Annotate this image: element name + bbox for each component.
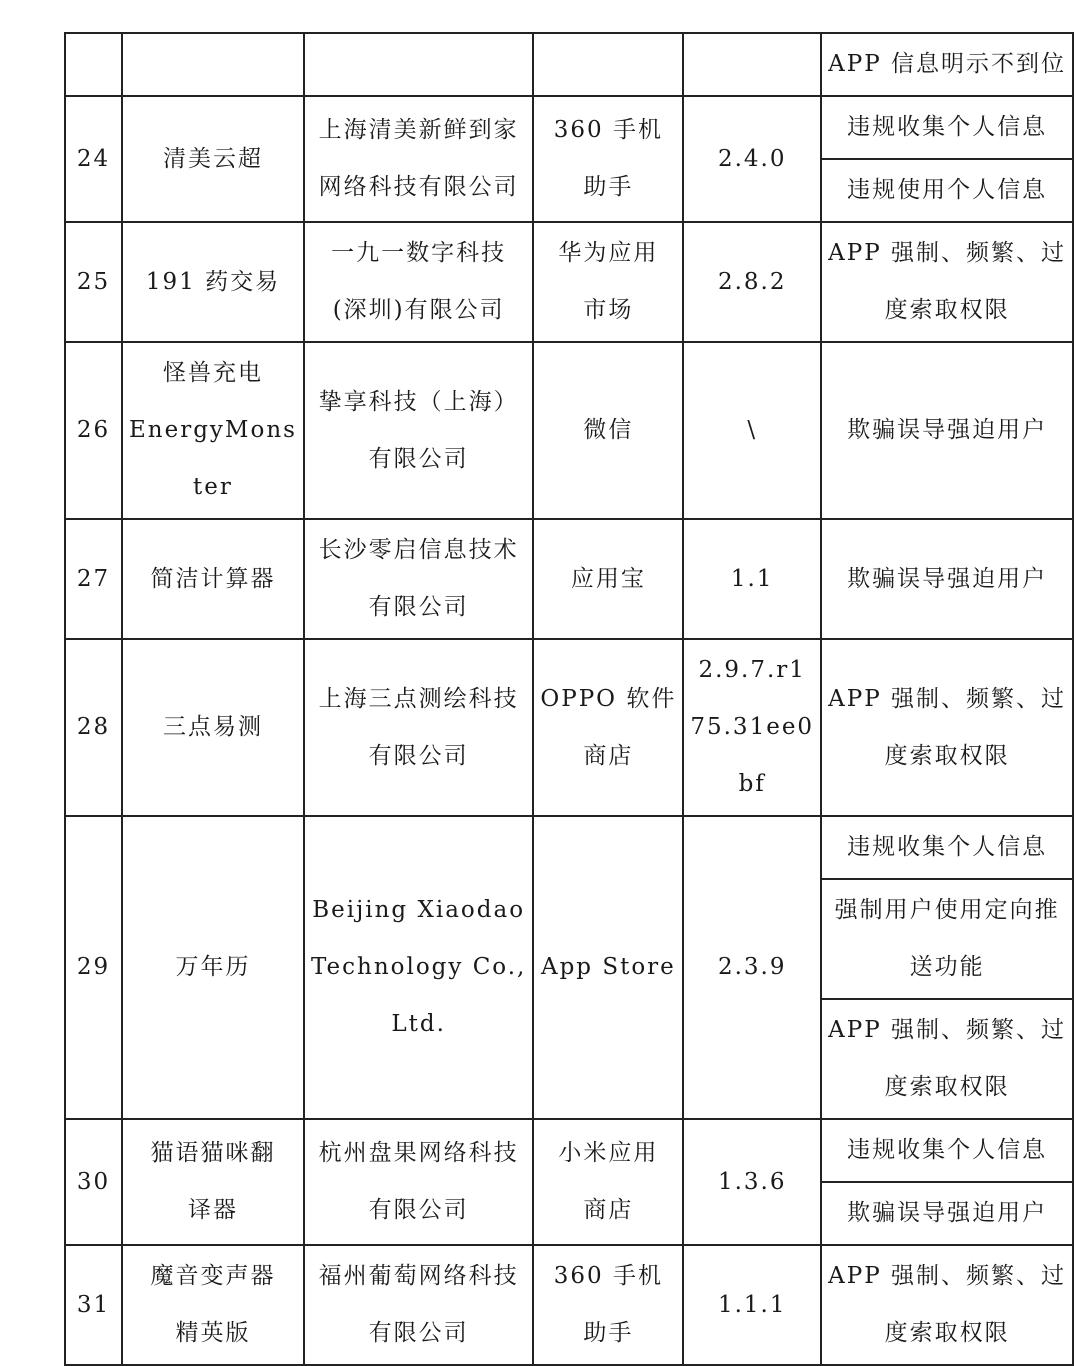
app-name-line: 清美云超: [162, 145, 263, 172]
issue-line: 欺骗误导强迫用户: [847, 417, 1048, 443]
table-row: [65, 639, 1073, 816]
version-line: 2.4.0: [717, 145, 787, 172]
row-number-cell: 30: [65, 1119, 122, 1245]
table-row: [65, 1119, 1073, 1182]
row-number-cell: 26: [65, 342, 122, 519]
table-body: [65, 33, 1073, 1365]
issue-line: APP 强制、频繁、过: [828, 685, 1066, 712]
version-cell: [683, 816, 821, 1119]
version-line: 1.3.6: [717, 1168, 787, 1195]
company-line: 网络科技有限公司: [318, 174, 519, 200]
company-cell: [304, 33, 533, 96]
company-line: 杭州盘果网络科技: [318, 1140, 519, 1166]
issue-line: 度索取权限: [884, 1074, 1010, 1100]
app-name-cell: [122, 1119, 304, 1245]
app-name-line: 魔音变声器: [150, 1263, 276, 1289]
company-line: 有限公司: [368, 1197, 469, 1223]
app-name-line: 万年历: [175, 954, 251, 980]
store-cell: [533, 342, 683, 519]
app-name-cell: [122, 1245, 304, 1365]
company-line: 有限公司: [368, 1320, 469, 1346]
app-name-cell: [122, 519, 304, 639]
issue-line: 强制用户使用定向推: [834, 897, 1060, 923]
store-line: 360 手机: [553, 117, 663, 143]
company-line: Ltd.: [391, 1011, 446, 1037]
company-line: (深圳)有限公司: [332, 297, 505, 323]
issue-line: 欺骗误导强迫用户: [847, 1200, 1048, 1226]
version-line: 2.8.2: [717, 268, 787, 295]
company-line: 有限公司: [368, 594, 469, 620]
issue-line: APP 强制、频繁、过: [828, 1263, 1066, 1289]
company-cell: [304, 816, 533, 1119]
store-cell: [533, 222, 683, 342]
row-number-cell: 27: [65, 519, 122, 639]
issue-cell: [821, 159, 1073, 222]
store-line: OPPO 软件: [540, 685, 677, 712]
app-name-cell: [122, 33, 304, 96]
table-row: [65, 33, 1073, 96]
company-cell: [304, 222, 533, 342]
app-name-line: 精英版: [175, 1320, 251, 1346]
issue-cell: [821, 639, 1073, 816]
version-cell: [683, 1245, 821, 1365]
issue-cell: [821, 33, 1073, 96]
company-line: 有限公司: [368, 742, 469, 769]
table-row: [65, 1245, 1073, 1365]
issue-cell: [821, 879, 1073, 999]
app-violation-table: [64, 32, 1074, 1366]
store-line: 助手: [583, 174, 634, 200]
store-line: 360 手机: [553, 1263, 663, 1289]
company-cell: [304, 639, 533, 816]
store-line: 市场: [583, 297, 634, 323]
row-number-cell: 28: [65, 639, 122, 816]
issue-cell: [821, 1182, 1073, 1245]
issue-cell: [821, 342, 1073, 519]
store-line: 商店: [583, 742, 634, 769]
version-cell: [683, 1119, 821, 1245]
company-line: 挚享科技（上海）: [318, 388, 519, 415]
row-number-cell: 25: [65, 222, 122, 342]
store-line: 商店: [583, 1197, 634, 1223]
issue-cell: [821, 816, 1073, 879]
store-cell: [533, 519, 683, 639]
row-number-cell: 29: [65, 816, 122, 1119]
company-line: 一九一数字科技: [331, 240, 507, 266]
issue-cell: [821, 519, 1073, 639]
store-line: 微信: [583, 417, 634, 443]
table-row: [65, 96, 1073, 159]
version-line: 1.1.1: [717, 1291, 787, 1318]
app-name-line: EnergyMons: [129, 417, 297, 443]
app-name-line: 三点易测: [162, 714, 263, 740]
table-row: [65, 519, 1073, 639]
issue-cell: [821, 222, 1073, 342]
company-line: Beijing Xiaodao: [312, 897, 526, 923]
table-row: [65, 342, 1073, 519]
version-cell: [683, 33, 821, 96]
app-name-line: 译器: [187, 1197, 238, 1223]
store-cell: [533, 816, 683, 1119]
version-line: 2.3.9: [717, 954, 787, 980]
company-line: 有限公司: [368, 445, 469, 472]
version-cell: [683, 96, 821, 222]
issue-line: 送功能: [909, 954, 985, 980]
row-number-cell: 24: [65, 96, 122, 222]
issue-line: 违规使用个人信息: [847, 177, 1048, 203]
version-line: 2.9.7.r1: [698, 657, 806, 683]
issue-line: 度索取权限: [884, 742, 1010, 769]
app-name-cell: [122, 222, 304, 342]
issue-line: 度索取权限: [884, 297, 1010, 323]
issue-cell: [821, 1119, 1073, 1182]
issue-line: 违规收集个人信息: [847, 114, 1048, 140]
company-line: 福州葡萄网络科技: [318, 1263, 519, 1289]
company-cell: [304, 96, 533, 222]
issue-line: 度索取权限: [884, 1320, 1010, 1346]
store-line: 小米应用: [558, 1140, 659, 1166]
store-cell: [533, 639, 683, 816]
app-name-cell: [122, 96, 304, 222]
issue-line: 违规收集个人信息: [847, 834, 1048, 860]
issue-line: 欺骗误导强迫用户: [847, 565, 1048, 592]
version-cell: [683, 639, 821, 816]
company-cell: [304, 1119, 533, 1245]
issue-line: 违规收集个人信息: [847, 1137, 1048, 1163]
app-name-line: ter: [193, 474, 233, 500]
row-number-cell: [65, 33, 122, 96]
table-row: [65, 816, 1073, 879]
app-name-cell: [122, 342, 304, 519]
version-line: 1.1: [730, 565, 774, 592]
store-cell: [533, 1119, 683, 1245]
app-name-line: 191 药交易: [145, 268, 281, 295]
app-name-line: 猫语猫咪翻: [150, 1140, 276, 1166]
version-line: 75.31ee0: [690, 714, 815, 740]
app-name-line: 简洁计算器: [150, 565, 276, 592]
store-line: 华为应用: [558, 240, 659, 266]
app-name-cell: [122, 639, 304, 816]
issue-line: APP 强制、频繁、过: [828, 1017, 1066, 1043]
version-cell: [683, 519, 821, 639]
company-line: Technology Co.,: [310, 954, 527, 980]
store-line: App Store: [540, 954, 676, 980]
app-name-cell: [122, 816, 304, 1119]
company-line: 上海清美新鲜到家: [318, 117, 519, 143]
store-cell: [533, 33, 683, 96]
app-name-line: 怪兽充电: [162, 360, 263, 386]
company-cell: [304, 1245, 533, 1365]
issue-line: APP 信息明示不到位: [828, 51, 1066, 77]
version-cell: [683, 222, 821, 342]
table-row: [65, 222, 1073, 342]
company-cell: [304, 342, 533, 519]
issue-cell: [821, 1245, 1073, 1365]
version-line: bf: [738, 771, 766, 797]
store-line: 应用宝: [570, 565, 646, 592]
store-line: 助手: [583, 1320, 634, 1346]
issue-line: APP 强制、频繁、过: [828, 240, 1066, 266]
version-cell: [683, 342, 821, 519]
issue-cell: [821, 999, 1073, 1119]
store-cell: [533, 96, 683, 222]
version-line: \: [747, 417, 758, 443]
company-cell: [304, 519, 533, 639]
store-cell: [533, 1245, 683, 1365]
issue-cell: [821, 96, 1073, 159]
company-line: 上海三点测绘科技: [318, 685, 519, 712]
company-line: 长沙零启信息技术: [318, 537, 519, 563]
row-number-cell: 31: [65, 1245, 122, 1365]
